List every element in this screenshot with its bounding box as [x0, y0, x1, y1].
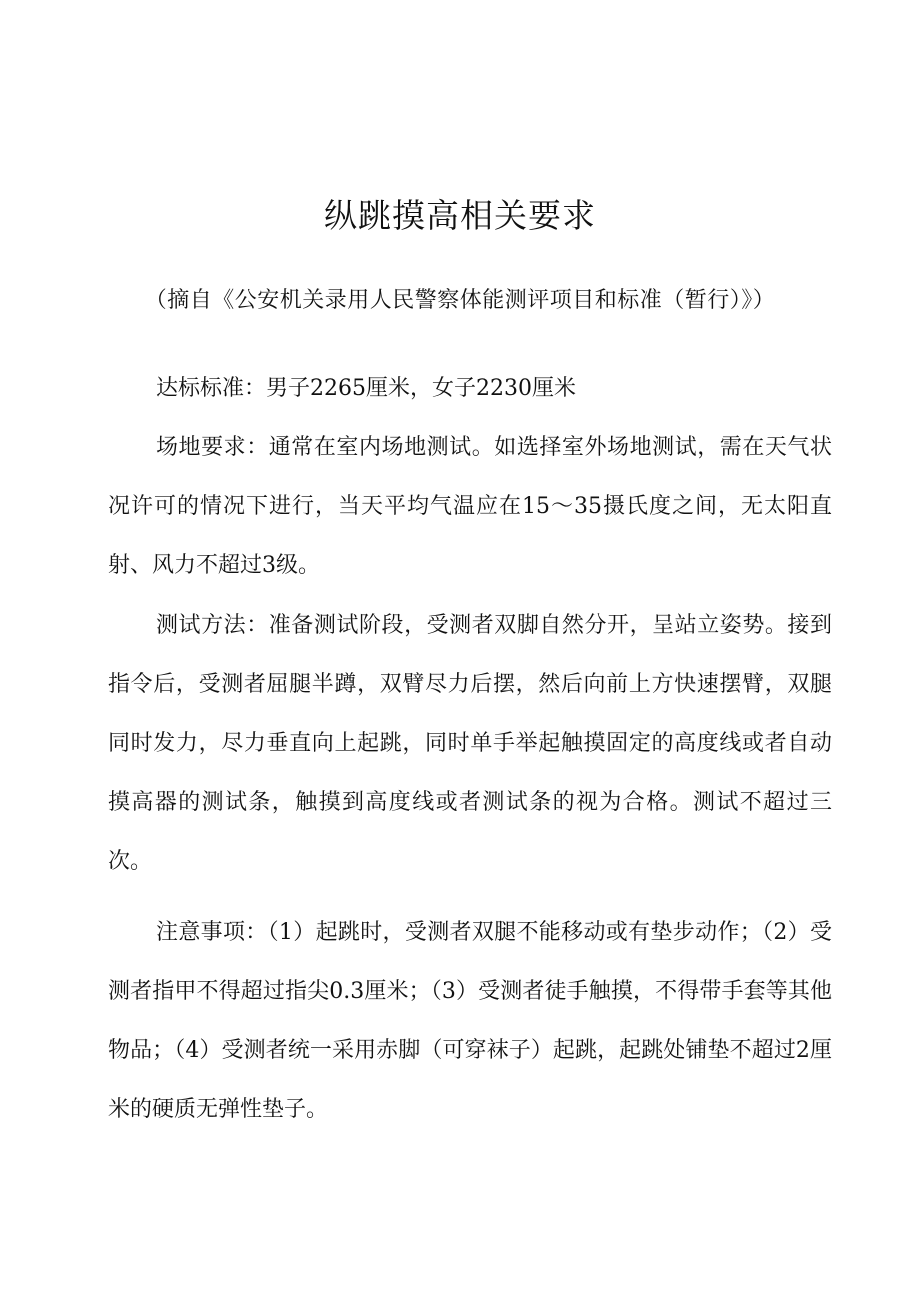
paragraph-venue-requirements: 场地要求：通常在室内场地测试。如选择室外场地测试，需在天气状况许可的情况下进行，当天平均气温应在15～35摄氏度之间，无太阳直射、风力不超过3级。 [108, 435, 832, 578]
paragraph-precautions: 注意事项：（1）起跳时，受测者双腿不能移动或有垫步动作；（2）受测者指甲不得超过指尖0.3厘米；（3）受测者徒手触摸，不得带手套等其他物品；（4）受测者统一采用赤脚（可穿袜子）起跳，起跳处铺垫不超过2厘米的硬质无弹性垫子。 [108, 920, 832, 1122]
source-subtitle: （摘自《公安机关录用人民警察体能测评项目和标准（暂行）》） [144, 288, 776, 313]
paragraph-standard: 达标标准：男子2265厘米，女子2230厘米 [156, 376, 576, 401]
paragraph-test-method: 测试方法：准备测试阶段，受测者双脚自然分开，呈站立姿势。接到指令后，受测者屈腿半蹲，双臂尽力后摆，然后向前上方快速摆臂，双腿同时发力，尽力垂直向上起跳，同时单手举起触摸固定的高度线或者自动摸高器的测试条，触摸到高度线或者测试条的视为合格。测试不超过三次。 [108, 613, 832, 874]
page-title: 纵跳摸高相关要求 [324, 196, 596, 235]
